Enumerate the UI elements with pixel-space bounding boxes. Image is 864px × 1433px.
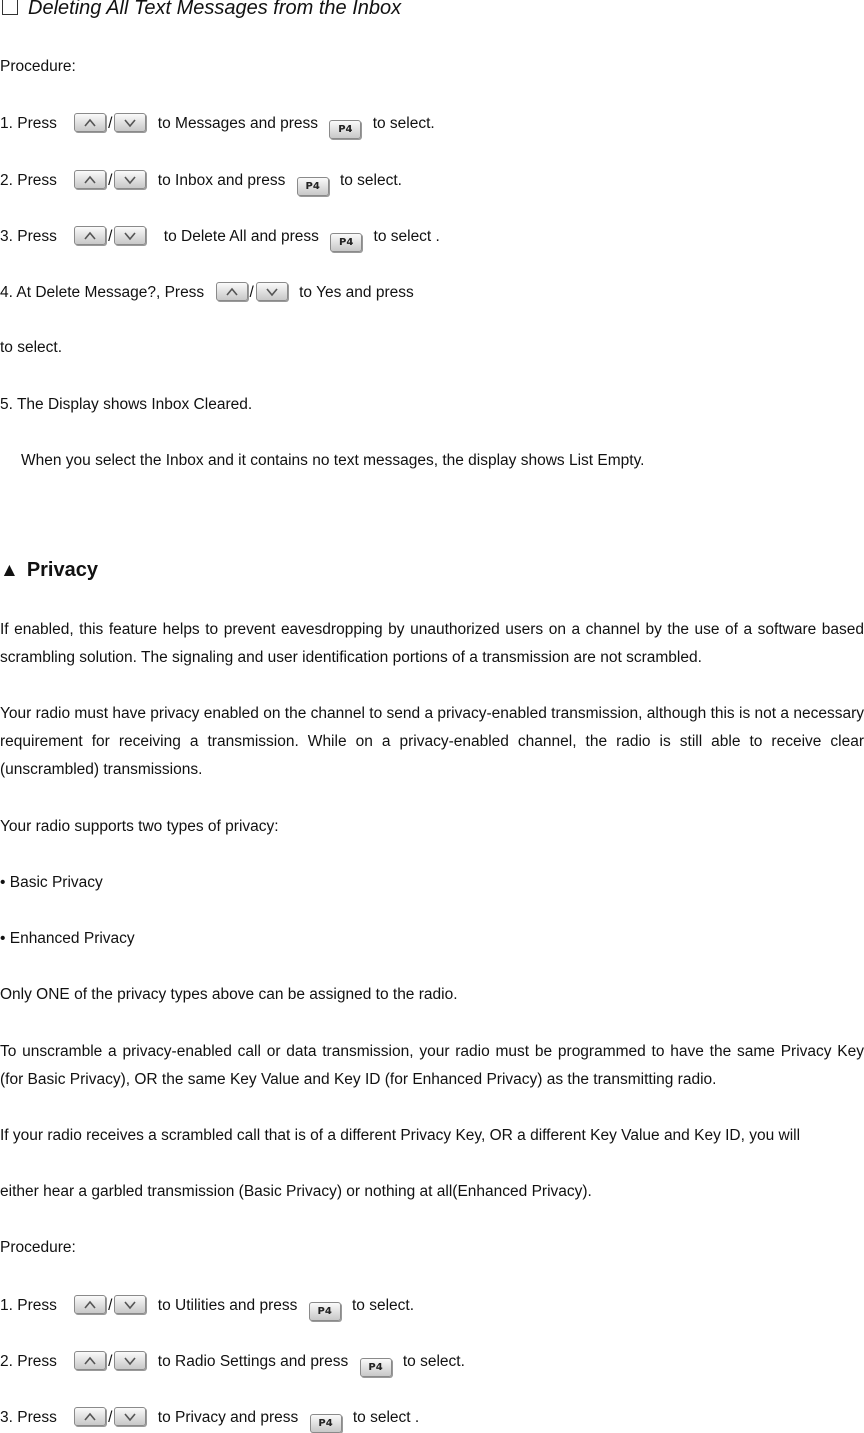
down-arrow-key-icon: [114, 1407, 146, 1426]
step-num: 2. Press: [0, 1353, 57, 1370]
step-5: 5. The Display shows Inbox Cleared.: [0, 396, 253, 413]
step-1: [0, 113, 435, 139]
step-num: 4. At Delete Message?, Press: [0, 284, 205, 301]
p4-key-icon: P4: [297, 177, 329, 196]
down-arrow-key-icon: [114, 113, 146, 132]
down-arrow-key-icon: [114, 226, 146, 245]
p4-key-icon: P4: [309, 1302, 341, 1321]
step-end: to select .: [373, 228, 440, 245]
p4-key-icon: P4: [330, 233, 362, 252]
step-num: 2. Press: [0, 172, 57, 189]
continuation-text: to select.: [0, 339, 63, 356]
triangle-icon: ▲: [0, 560, 19, 581]
slash: /: [108, 115, 113, 132]
up-arrow-key-icon: [74, 170, 106, 189]
step-text: to Delete All and press: [163, 228, 319, 245]
paragraph-4: Only ONE of the privacy types above can be assigned to the radio.: [0, 986, 458, 1003]
paragraph-1-text: If enabled, this feature helps to prevent eavesdropping by unauthorized users on a channel by the use of a software based scrambling solution. The signaling and user identification portions of a transmission are not scrambled.: [0, 621, 864, 666]
p4-key-icon: P4: [310, 1414, 342, 1433]
step-num: 1. Press: [0, 1297, 57, 1314]
up-arrow-key-icon: [216, 282, 248, 301]
step-4: [0, 282, 414, 303]
slash: /: [108, 228, 113, 245]
up-arrow-key-icon: [74, 1351, 106, 1370]
step-3: [0, 226, 440, 252]
step-num: 1. Press: [0, 115, 57, 132]
slash: /: [249, 284, 254, 301]
p4-key-icon: P4: [360, 1358, 392, 1377]
bullet-basic-privacy: • Basic Privacy: [0, 874, 103, 891]
privacy-heading: [0, 560, 98, 581]
step-text: to Yes and press: [299, 284, 414, 301]
slash: /: [108, 1409, 113, 1426]
slash: /: [108, 1353, 113, 1370]
procedure-label-2: Procedure:: [0, 1239, 76, 1256]
step-end: to select.: [339, 172, 402, 189]
procedure-label: Procedure:: [0, 58, 76, 75]
step-text: to Privacy and press: [157, 1409, 299, 1426]
paragraph-1: [0, 616, 864, 672]
step-end: to select.: [372, 115, 435, 132]
step-text: to Messages and press: [157, 115, 319, 132]
checkbox-icon: [2, 0, 18, 15]
paragraph-5: [0, 1038, 864, 1094]
section-title: [0, 0, 401, 18]
slash: /: [108, 172, 113, 189]
down-arrow-key-icon: [114, 1295, 146, 1314]
slash: /: [108, 1297, 113, 1314]
paragraph-2-text: Your radio must have privacy enabled on the channel to send a privacy-enabled transmission, although this is not a necessary requirement for receiving a transmission. While on a privacy-enabled channel, the radio is still able to receive clear (unscrambled) transmissions.: [0, 705, 864, 778]
up-arrow-key-icon: [74, 113, 106, 132]
step-text: to Radio Settings and press: [157, 1353, 349, 1370]
privacy-heading-text: Privacy: [26, 559, 98, 581]
privacy-step-1: [0, 1295, 414, 1321]
step-end: to select.: [351, 1297, 415, 1314]
down-arrow-key-icon: [114, 1351, 146, 1370]
privacy-step-3: [0, 1407, 419, 1433]
privacy-step-2: [0, 1351, 465, 1377]
paragraph-3: Your radio supports two types of privacy:: [0, 818, 279, 835]
down-arrow-key-icon: [114, 170, 146, 189]
section-title-text: Deleting All Text Messages from the Inbox: [28, 0, 402, 19]
paragraph-6b: either hear a garbled transmission (Basic Privacy) or nothing at all(Enhanced Privacy).: [0, 1183, 592, 1200]
up-arrow-key-icon: [74, 226, 106, 245]
paragraph-2: [0, 700, 864, 784]
step-2: [0, 170, 402, 196]
bullet-enhanced-privacy: • Enhanced Privacy: [0, 930, 135, 947]
p4-key-icon: P4: [329, 120, 361, 139]
step-num: 3. Press: [0, 228, 57, 245]
step-end: to select .: [352, 1409, 420, 1426]
step-num: 3. Press: [0, 1409, 57, 1426]
down-arrow-key-icon: [256, 282, 288, 301]
paragraph-6a: If your radio receives a scrambled call that is of a different Privacy Key, OR a different Key Value and Key ID, you will: [0, 1127, 801, 1144]
step-text: to Inbox and press: [157, 172, 286, 189]
step-text: to Utilities and press: [157, 1297, 298, 1314]
up-arrow-key-icon: [74, 1407, 106, 1426]
paragraph-5-text: To unscramble a privacy-enabled call or data transmission, your radio must be programmed to have the same Privacy Key (for Basic Privacy), OR the same Key Value and Key ID (for Enhanced Privacy) as the transmitting radio.: [0, 1043, 864, 1088]
step-end: to select.: [402, 1353, 465, 1370]
note-text: When you select the Inbox and it contains no text messages, the display shows List Empty.: [21, 452, 645, 469]
up-arrow-key-icon: [74, 1295, 106, 1314]
